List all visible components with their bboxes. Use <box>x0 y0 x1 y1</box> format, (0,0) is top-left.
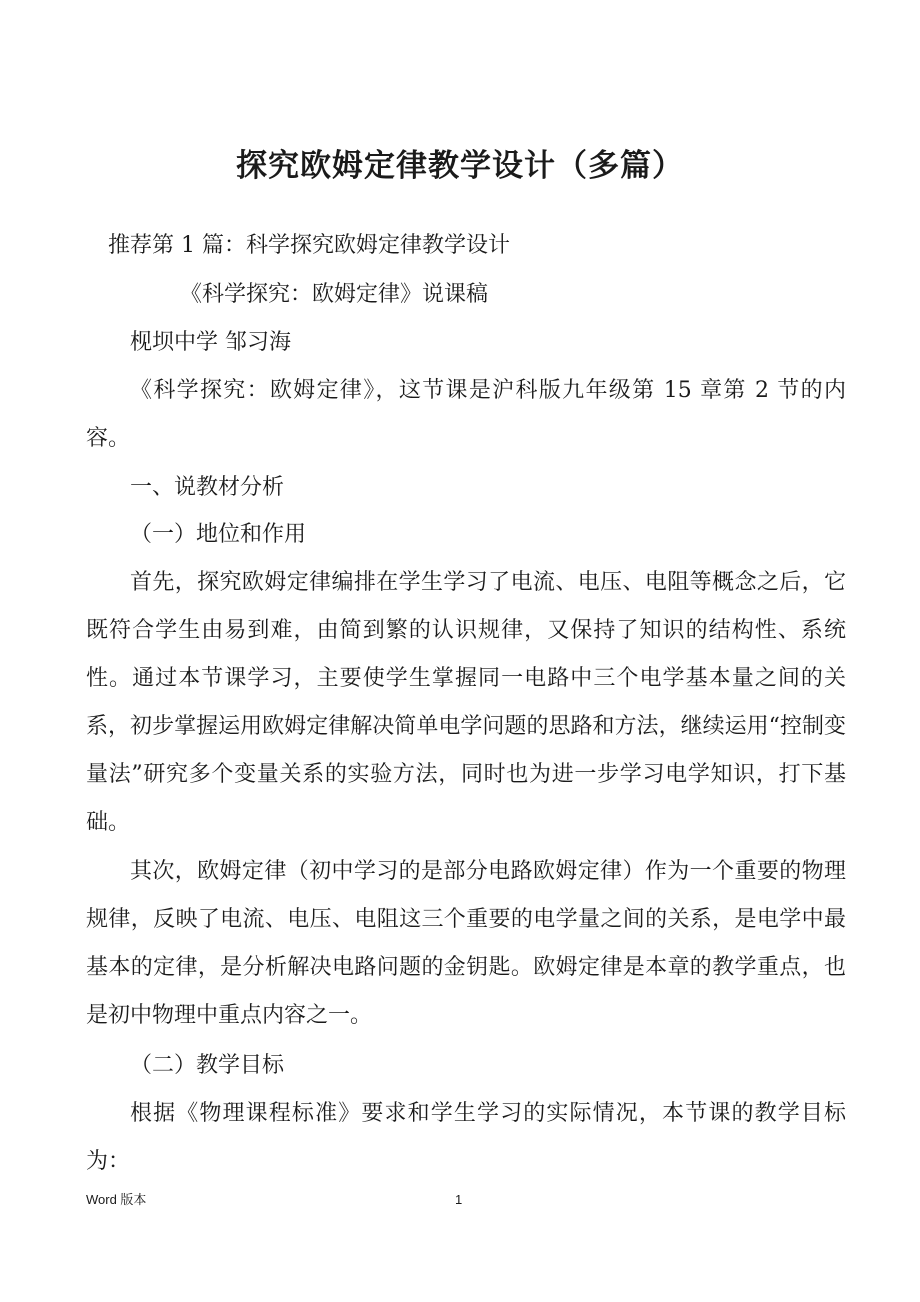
intro-paragraph: 《科学探究：欧姆定律》，这节课是沪科版九年级第 15 章第 2 节的内容。 <box>86 378 846 451</box>
footer-label: Word 版本 <box>86 1192 147 1207</box>
body-paragraph-3: 根据《物理课程标准》要求和学生学习的实际情况，本节课的教学目标为： <box>86 1101 846 1174</box>
author-line: 枧坝中学 邹习海 <box>130 330 291 355</box>
section-heading: 一、说教材分析 <box>130 475 285 500</box>
body-paragraph-1: 首先，探究欧姆定律编排在学生学习了电流、电压、电阻等概念之后，它既符合学生由易到难，由简到繁的认识规律，又保持了知识的结构性、系统性。通过本节课学习，主要使学生掌握同一电路中三个电学基本量之间的关系，初步掌握运用欧姆定律解决简单电学问题的思路和方法，继续运用“控制变量法”研究多个变量关系的实验方法，同时也为进一步学习电学知识，打下基础。 <box>86 570 846 835</box>
subsection-heading-goals: （二）教学目标 <box>130 1053 285 1078</box>
document-title: 探究欧姆定律教学设计（多篇） <box>236 148 684 184</box>
recommend-heading: 推荐第 1 篇：科学探究欧姆定律教学设计 <box>108 233 510 258</box>
page-number: 1 <box>455 1192 463 1207</box>
lecture-subtitle: 《科学探究：欧姆定律》说课稿 <box>180 282 489 307</box>
body-paragraph-2: 其次，欧姆定律（初中学习的是部分电路欧姆定律）作为一个重要的物理规律，反映了电流、电压、电阻这三个重要的电学量之间的关系，是电学中最基本的定律，是分析解决电路问题的金钥匙。欧姆定律是本章的教学重点，也是初中物理中重点内容之一。 <box>86 859 846 1028</box>
subsection-heading-position: （一）地位和作用 <box>130 522 307 547</box>
